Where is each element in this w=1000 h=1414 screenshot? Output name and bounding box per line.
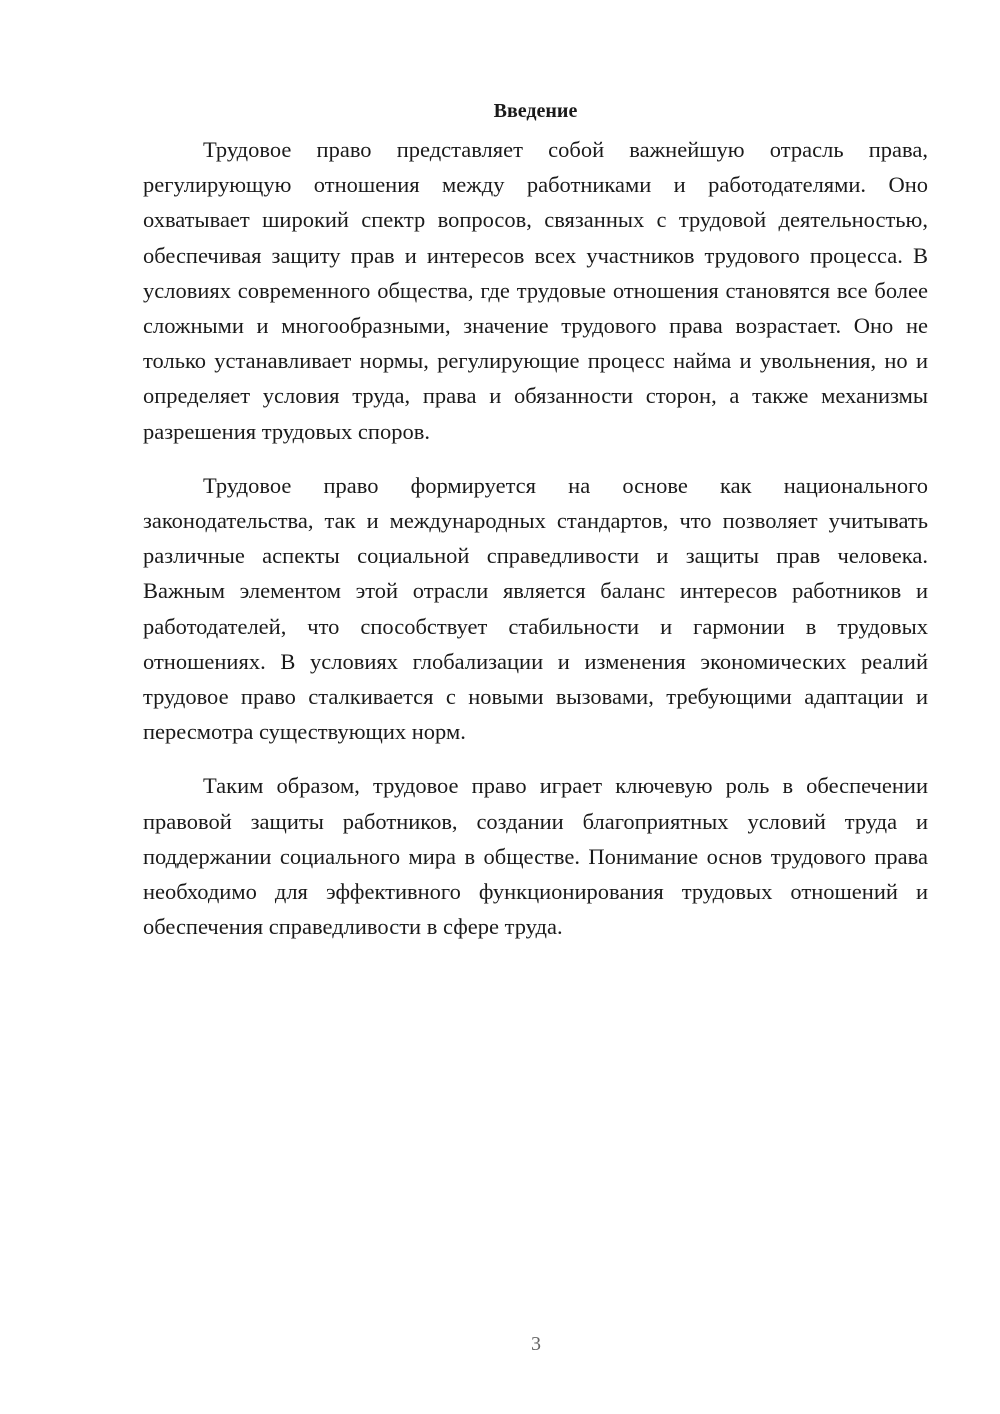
paragraph-1: Трудовое право представляет собой важнейшую отрасль права, регулирующую отношения между работниками и работодателями. Оно охватывает широкий спектр вопросов, связанных с трудовой деятельностью, обеспечивая защиту прав и интересов всех участников трудового процесса. В условиях современного общества, где трудовые отношения становятся все более сложными и многообразными, значение трудового права возрастает. Оно не только устанавливает нормы, регулирующие процесс найма и увольнения, но и определяет условия труда, права и обязанности сторон, а также механизмы разрешения трудовых споров. bbox=[143, 137, 928, 444]
paragraph-2: Трудовое право формируется на основе как национального законодательства, так и международных стандартов, что позволяет учитывать различные аспекты социальной справедливости и защиты прав человека. Важным элементом этой отрасли является баланс интересов работников и работодателей, что способствует стабильности и гармонии в трудовых отношениях. В условиях глобализации и изменения экономических реалий трудовое право сталкивается с новыми вызовами, требующими адаптации и пересмотра существующих норм. bbox=[143, 472, 928, 745]
page-number: 3 bbox=[531, 1333, 541, 1355]
section-title: Введение bbox=[493, 100, 578, 122]
document-body bbox=[143, 96, 928, 963]
paragraph-3: Таким образом, трудовое право играет ключевую роль в обеспечении правовой защиты работников, создании благоприятных условий труда и поддержании социального мира в обществе. Понимание основ трудового права необходимо для эффективного функционирования трудовых отношений и обеспечения справедливости в сфере труда. bbox=[143, 773, 928, 940]
